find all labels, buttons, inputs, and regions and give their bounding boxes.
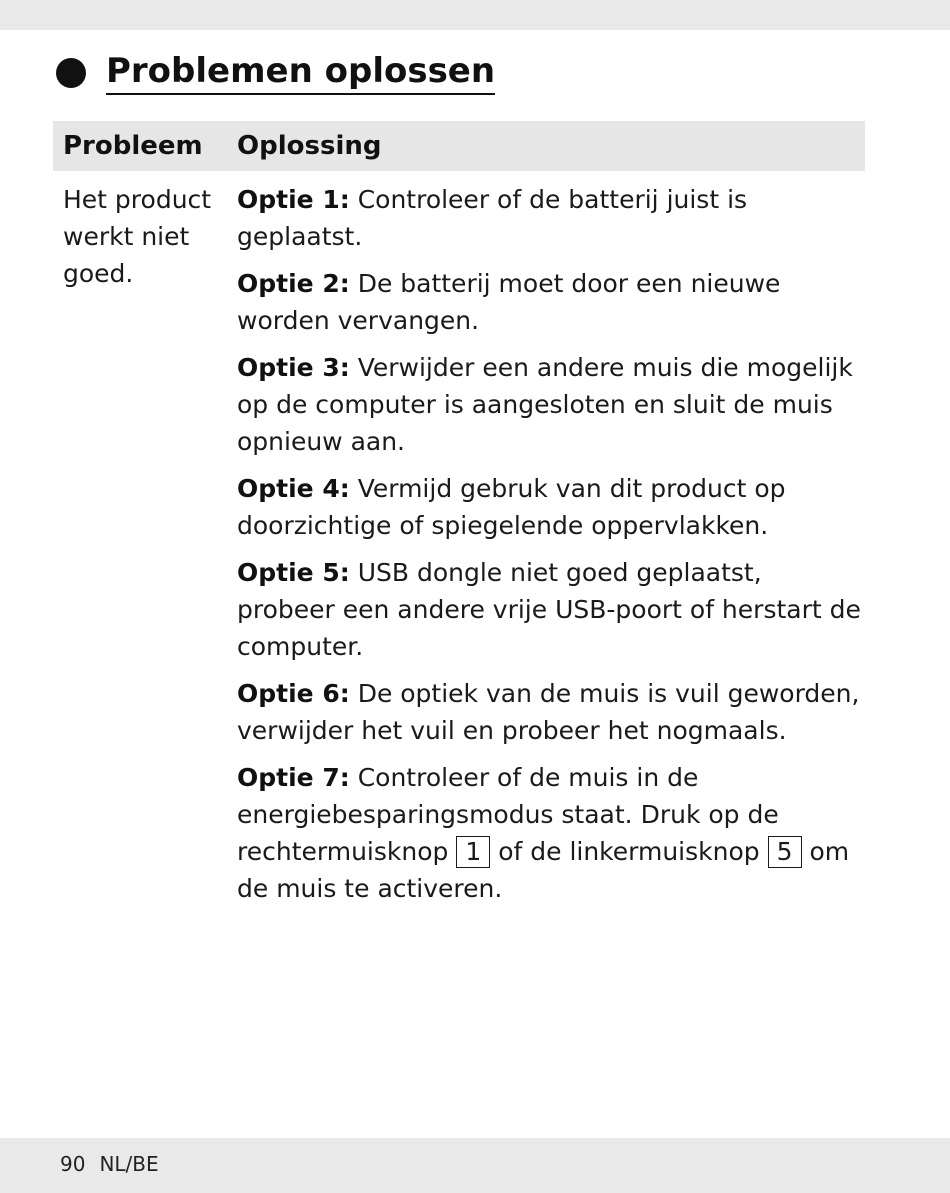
option-text: USB dongle niet goed geplaatst, probeer een andere vrije USB-poort of herstart de computer. [237,558,861,661]
header-solution: Oplossing [237,131,382,161]
option-7 [237,759,865,907]
option-label: Optie 2: [237,269,350,298]
option-label: Optie 7: [237,763,350,792]
option-2 [237,265,865,339]
page-number: 90 [60,1152,86,1176]
problem-cell: Het product werkt niet goed. [63,185,212,288]
footer-text [60,1152,159,1176]
option-text: De optiek van de muis is vuil geworden, verwijder het vuil en probeer het nogmaals. [237,679,860,745]
option-text: Controleer of de muis in de energiebesparingsmodus staat. Druk op de rechtermuisknop [237,763,779,866]
button-ref-right: 1 [456,836,490,868]
option-text: of de linkermuisknop [498,837,760,866]
option-label: Optie 5: [237,558,350,587]
header-problem: Probleem [63,131,203,161]
bullet-icon [56,58,86,88]
option-label: Optie 4: [237,474,350,503]
section-title: Problemen oplossen [106,51,495,95]
option-label: Optie 6: [237,679,350,708]
locale-label: NL/BE [99,1152,159,1176]
option-text: Controleer of de batterij juist is geplaatst. [237,185,748,251]
option-text: Verwijder een andere muis die mogelijk op de computer is aangesloten en sluit de muis opnieuw aan. [237,353,853,456]
button-ref-left: 5 [768,836,802,868]
option-1 [237,181,865,255]
option-label: Optie 1: [237,185,350,214]
option-text: om de muis te activeren. [237,837,850,903]
option-6 [237,675,865,749]
option-text: De batterij moet door een nieuwe worden vervangen. [237,269,781,335]
option-text: Vermijd gebruk van dit product op doorzichtige of spiegelende oppervlakken. [237,474,786,540]
solution-cell [227,181,865,917]
table-header [53,121,865,171]
page-footer [0,1138,950,1193]
troubleshooting-table [53,121,865,917]
table-row [53,181,865,917]
top-band [0,0,950,30]
option-4 [237,470,865,544]
option-5 [237,554,865,665]
option-label: Optie 3: [237,353,350,382]
option-3 [237,349,865,460]
section-heading [56,48,495,98]
